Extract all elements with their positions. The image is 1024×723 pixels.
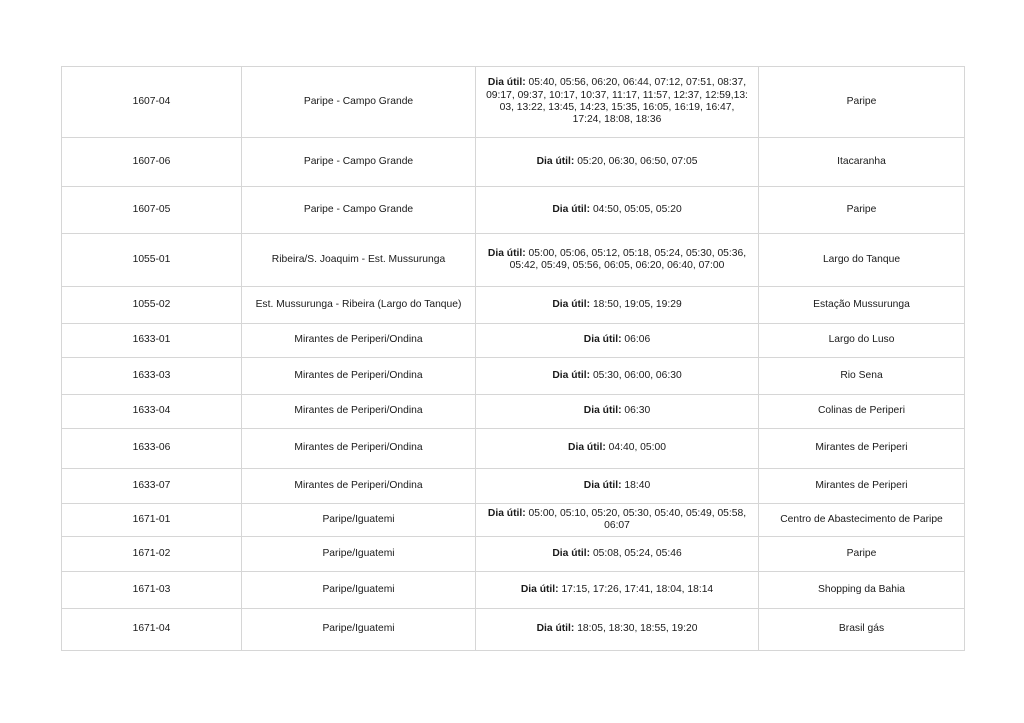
- route-cell: Mirantes de Periperi/Ondina: [242, 469, 476, 504]
- schedule-cell: [476, 429, 759, 469]
- line-code-cell: 1055-01: [62, 234, 242, 287]
- schedule-times: 05:30, 06:00, 06:30: [590, 369, 682, 381]
- route-cell: Ribeira/S. Joaquim - Est. Mussurunga: [242, 234, 476, 287]
- line-code-cell: 1671-02: [62, 537, 242, 572]
- schedule-label: Dia útil:: [552, 298, 591, 310]
- schedule-label: Dia útil:: [487, 507, 526, 519]
- line-code-cell: 1671-04: [62, 609, 242, 651]
- route-cell: Paripe/Iguatemi: [242, 504, 476, 537]
- schedule-times: 17:15, 17:26, 17:41, 18:04, 18:14: [558, 583, 714, 595]
- route-cell: Mirantes de Periperi/Ondina: [242, 429, 476, 469]
- schedule-cell: [476, 609, 759, 651]
- schedule-times: 05:20, 06:30, 06:50, 07:05: [574, 155, 698, 167]
- table-row: [62, 138, 965, 187]
- table-row: [62, 234, 965, 287]
- schedule-times: 05:00, 05:06, 05:12, 05:18, 05:24, 05:30, 05:36, 05:42, 05:49, 05:56, 06:05, 06:20, 06:40, 07:00: [509, 247, 747, 271]
- stop-cell: Brasil gás: [759, 609, 965, 651]
- schedule-times: 18:05, 18:30, 18:55, 19:20: [574, 623, 698, 635]
- schedule-label: Dia útil:: [583, 405, 622, 417]
- schedule-label: Dia útil:: [536, 623, 575, 635]
- schedule-times: 06:06: [621, 334, 651, 346]
- schedule-cell: [476, 138, 759, 187]
- schedule-cell: [476, 234, 759, 287]
- schedule-cell: [476, 469, 759, 504]
- schedule-times: 04:40, 05:00: [605, 442, 666, 454]
- schedule-cell: [476, 395, 759, 429]
- table-row: [62, 609, 965, 651]
- table-row: [62, 67, 965, 138]
- schedule-label: Dia útil:: [552, 369, 591, 381]
- schedule-label: Dia útil:: [568, 442, 606, 454]
- schedule-times: 05:40, 05:56, 06:20, 06:44, 07:12, 07:51, 08:37, 09:17, 09:37, 10:17, 10:37, 11:17, 11:57, 12:37, 12:59,13: 03, 13:22, 13:45, 14:23, 15:35, 16:05, 16:19, 16:47, 17:24, 18:08, 18:36: [486, 77, 748, 126]
- route-cell: Paripe/Iguatemi: [242, 609, 476, 651]
- schedule-label: Dia útil:: [487, 247, 526, 259]
- table-row: [62, 395, 965, 429]
- stop-cell: Paripe: [759, 187, 965, 234]
- route-cell: Paripe - Campo Grande: [242, 187, 476, 234]
- line-code-cell: 1633-01: [62, 324, 242, 358]
- schedule-label: Dia útil:: [487, 77, 526, 89]
- line-code-cell: 1633-03: [62, 358, 242, 395]
- route-cell: Paripe - Campo Grande: [242, 138, 476, 187]
- schedule-label: Dia útil:: [552, 203, 591, 215]
- stop-cell: Paripe: [759, 67, 965, 138]
- stop-cell: Estação Mussurunga: [759, 287, 965, 324]
- line-code-cell: 1633-04: [62, 395, 242, 429]
- schedule-cell: [476, 358, 759, 395]
- stop-cell: Mirantes de Periperi: [759, 469, 965, 504]
- stop-cell: Colinas de Periperi: [759, 395, 965, 429]
- stop-cell: Itacaranha: [759, 138, 965, 187]
- schedule-times: 05:08, 05:24, 05:46: [590, 547, 682, 559]
- schedule-label: Dia útil:: [536, 155, 575, 167]
- schedule-label: Dia útil:: [552, 547, 591, 559]
- route-cell: Mirantes de Periperi/Ondina: [242, 358, 476, 395]
- schedule-label: Dia útil:: [583, 334, 622, 346]
- schedule-table: [61, 66, 965, 651]
- table-row: [62, 187, 965, 234]
- schedule-cell: [476, 187, 759, 234]
- table-row: [62, 324, 965, 358]
- line-code-cell: 1607-04: [62, 67, 242, 138]
- table-row: [62, 469, 965, 504]
- stop-cell: Shopping da Bahia: [759, 572, 965, 609]
- stop-cell: Largo do Luso: [759, 324, 965, 358]
- stop-cell: Rio Sena: [759, 358, 965, 395]
- schedule-times: 06:30: [621, 405, 651, 417]
- table-row: [62, 358, 965, 395]
- schedule-times: 04:50, 05:05, 05:20: [590, 203, 682, 215]
- line-code-cell: 1055-02: [62, 287, 242, 324]
- line-code-cell: 1607-06: [62, 138, 242, 187]
- stop-cell: Centro de Abastecimento de Paripe: [759, 504, 965, 537]
- schedule-label: Dia útil:: [583, 479, 622, 491]
- route-cell: Mirantes de Periperi/Ondina: [242, 395, 476, 429]
- stop-cell: Mirantes de Periperi: [759, 429, 965, 469]
- schedule-cell: [476, 324, 759, 358]
- schedule-cell: [476, 572, 759, 609]
- line-code-cell: 1633-07: [62, 469, 242, 504]
- table-row: [62, 287, 965, 324]
- line-code-cell: 1607-05: [62, 187, 242, 234]
- schedule-times: 18:40: [621, 479, 651, 491]
- route-cell: Paripe/Iguatemi: [242, 537, 476, 572]
- schedule-cell: [476, 287, 759, 324]
- route-cell: Paripe/Iguatemi: [242, 572, 476, 609]
- schedule-cell: [476, 504, 759, 537]
- table-row: [62, 572, 965, 609]
- route-cell: Est. Mussurunga - Ribeira (Largo do Tanque): [242, 287, 476, 324]
- table-row: [62, 537, 965, 572]
- schedule-cell: [476, 537, 759, 572]
- line-code-cell: 1671-03: [62, 572, 242, 609]
- table-row: [62, 504, 965, 537]
- schedule-table-body: [62, 67, 965, 651]
- schedule-cell: [476, 67, 759, 138]
- schedule-times: 18:50, 19:05, 19:29: [590, 298, 682, 310]
- stop-cell: Paripe: [759, 537, 965, 572]
- schedule-times: 05:00, 05:10, 05:20, 05:30, 05:40, 05:49, 05:58, 06:07: [525, 507, 747, 531]
- schedule-label: Dia útil:: [520, 583, 559, 595]
- route-cell: Paripe - Campo Grande: [242, 67, 476, 138]
- table-row: [62, 429, 965, 469]
- route-cell: Mirantes de Periperi/Ondina: [242, 324, 476, 358]
- line-code-cell: 1671-01: [62, 504, 242, 537]
- stop-cell: Largo do Tanque: [759, 234, 965, 287]
- line-code-cell: 1633-06: [62, 429, 242, 469]
